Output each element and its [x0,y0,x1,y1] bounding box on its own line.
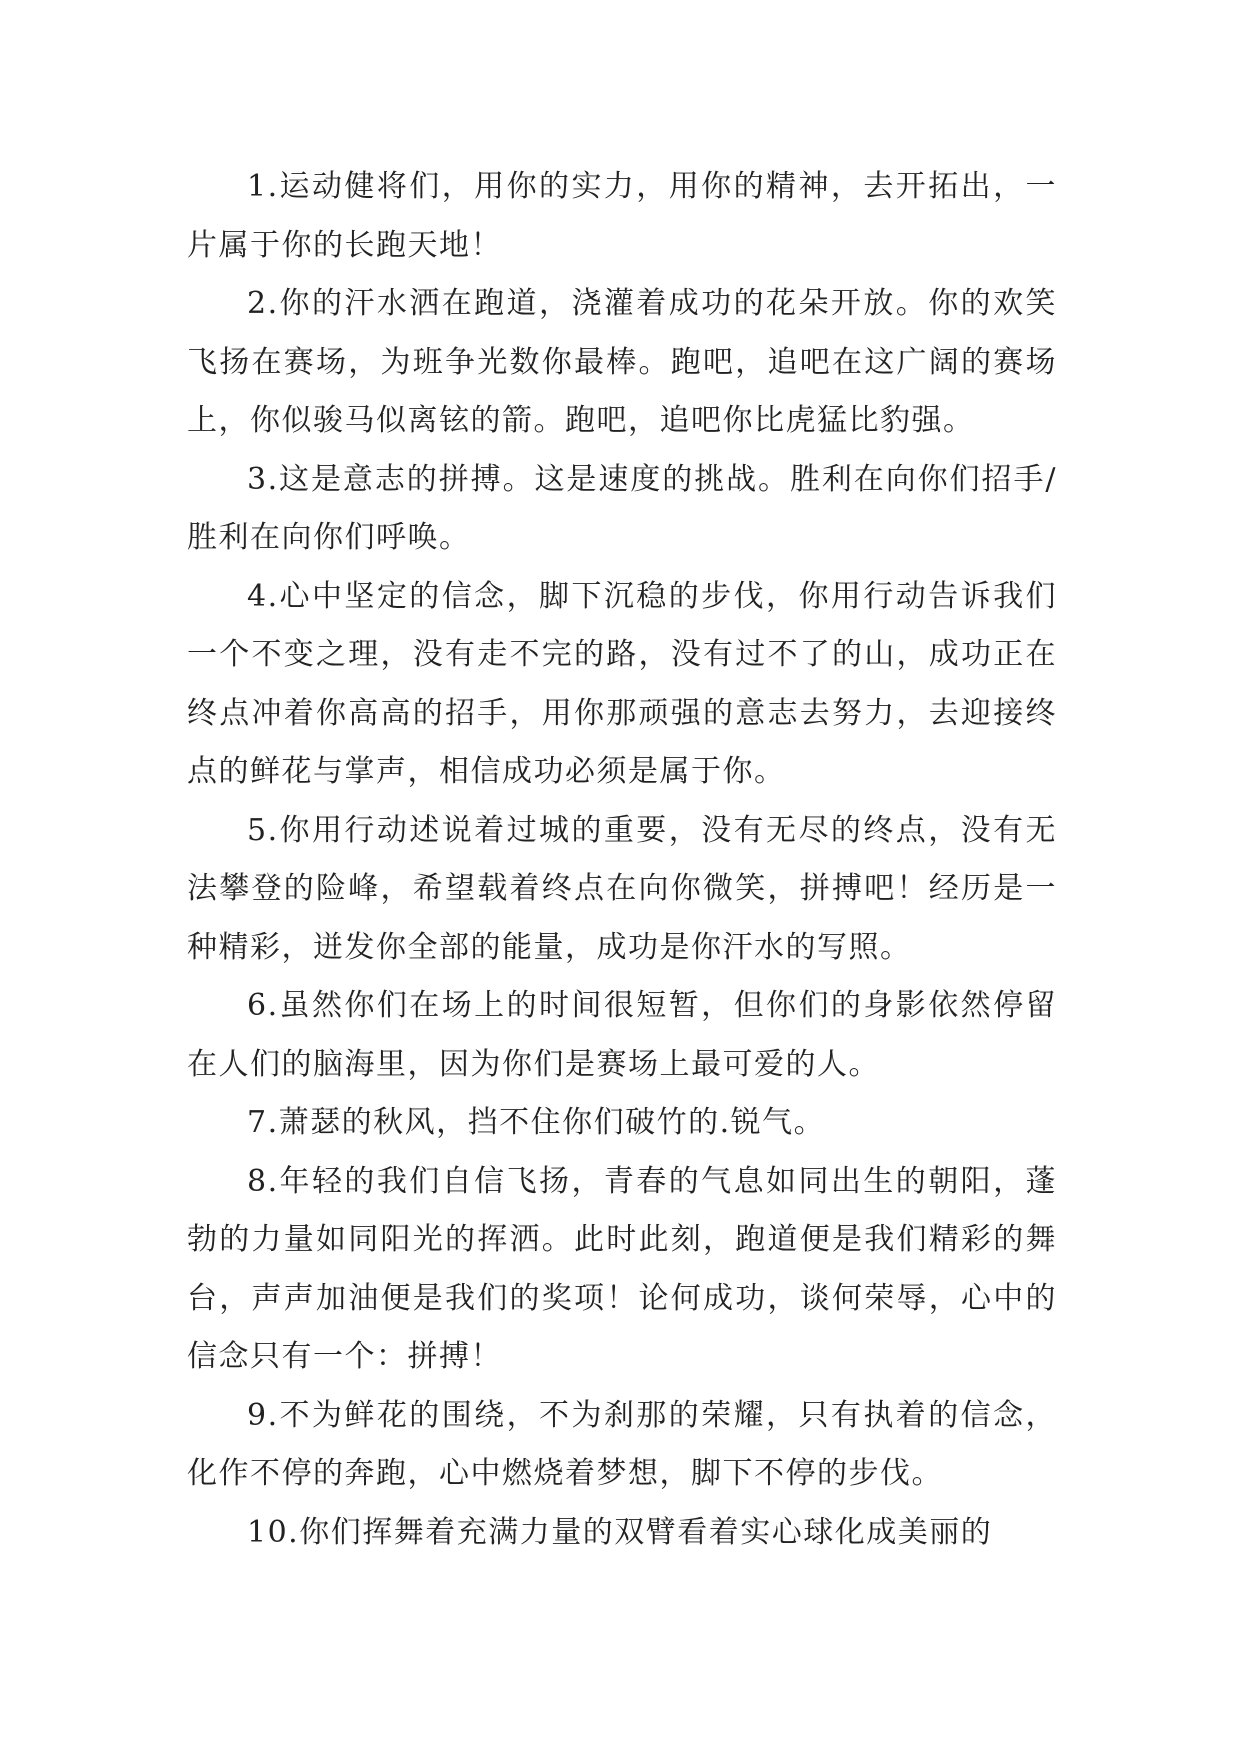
paragraph-10: 10.你们挥舞着充满力量的双臂看着实心球化成美丽的 [247,1514,993,1550]
paragraph-2: 2.你的汗水洒在跑道，浇灌着成功的花朵开放。你的欢笑飞扬在赛场，为班争光数你最棒。跑吧，追吧在这广阔的赛场上，你似骏马似离铉的箭。跑吧，追吧你比虎猛比豹强。 [187,286,1057,438]
paragraph-6: 6.虽然你们在场上的时间很短暂，但你们的身影依然停留在人们的脑海里，因为你们是赛场上最可爱的人。 [187,988,1057,1082]
paragraph-1: 1.运动健将们，用你的实力，用你的精神，去开拓出，一片属于你的长跑天地！ [187,169,1057,263]
paragraph-9: 9.不为鲜花的围绕，不为刹那的荣耀，只有执着的信念，化作不停的奔跑，心中燃烧着梦想，脚下不停的步伐。 [187,1397,1057,1491]
paragraph-5: 5.你用行动述说着过城的重要，没有无尽的终点，没有无法攀登的险峰，希望载着终点在向你微笑，拼搏吧！经历是一种精彩，迸发你全部的能量，成功是你汗水的写照。 [187,812,1057,965]
paragraph-8: 8.年轻的我们自信飞扬，青春的气息如同出生的朝阳，蓬勃的力量如同阳光的挥洒。此时此刻，跑道便是我们精彩的舞台，声声加油便是我们的奖项！论何成功，谈何荣辱，心中的信念只有一个：拼搏！ [187,1163,1057,1374]
document-body [187,158,1057,1562]
paragraph-3: 3.这是意志的拼搏。这是速度的挑战。胜利在向你们招手/胜利在向你们呼唤。 [187,461,1057,555]
paragraph-4: 4.心中坚定的信念，脚下沉稳的步伐，你用行动告诉我们一个不变之理，没有走不完的路，没有过不了的山，成功正在终点冲着你高高的招手，用你那顽强的意志去努力，去迎接终点的鲜花与掌声，相信成功必须是属于你。 [187,578,1057,789]
paragraph-7: 7.萧瑟的秋风，挡不住你们破竹的.锐气。 [247,1105,826,1140]
